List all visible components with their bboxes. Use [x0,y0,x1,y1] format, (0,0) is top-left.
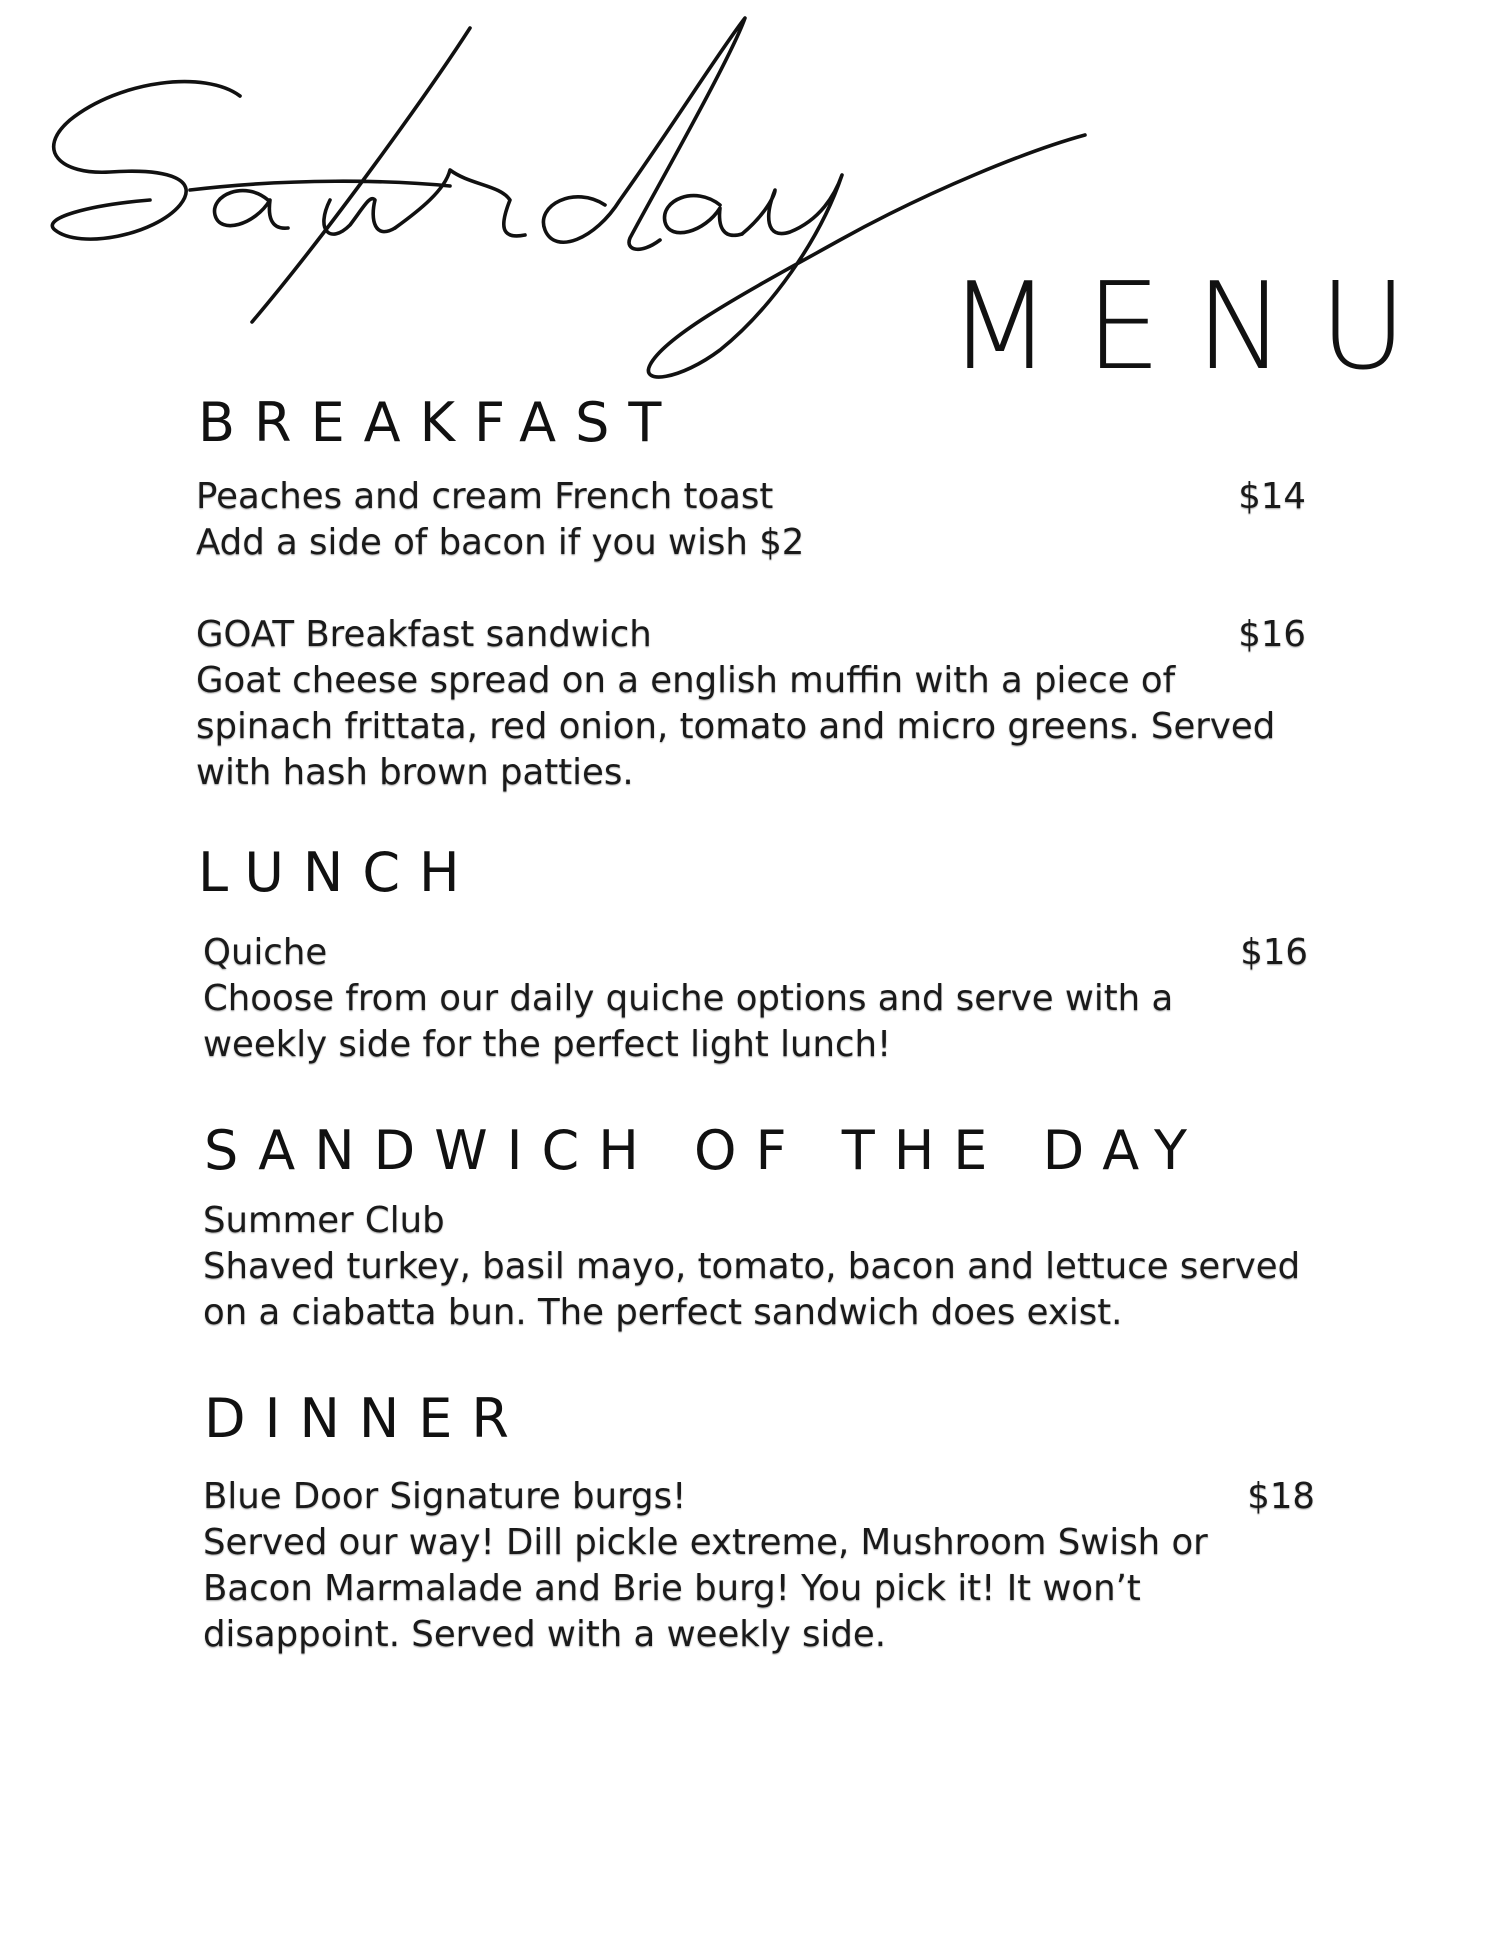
item-name: GOAT Breakfast sandwich [196,614,652,655]
item-description: Choose from our daily quiche options and serve with a weekly side for the perfect light lunch! [203,978,1174,1065]
menu-item-blue-door-burgs [203,1474,1316,1658]
item-description: Add a side of bacon if you wish $2 [196,522,805,563]
item-price: $16 [1240,932,1308,973]
menu-title: MENU [948,258,1441,397]
section-heading-sandwich-of-the-day: SANDWICH OF THE DAY [204,1119,1206,1182]
section-heading-breakfast: BREAKFAST [198,391,681,454]
script-letter-t [190,28,470,322]
script-letter-s [52,82,240,239]
item-description: Served our way! Dill pickle extreme, Mushroom Swish or Bacon Marmalade and Brie burg! You pick it! It won’t disappoint. Served with a weekly side. [203,1522,1208,1655]
item-price: $18 [1247,1476,1315,1517]
item-description: Shaved turkey, basil mayo, tomato, bacon and lettuce served on a ciabatta bun. The perfect sandwich does exist. [203,1246,1301,1333]
menu-item-goat-breakfast-sandwich [196,612,1311,796]
item-name: Blue Door Signature burgs! [203,1476,687,1517]
item-name: Quiche [203,932,328,973]
script-letter-r [395,170,525,236]
section-heading-lunch: LUNCH [198,841,479,904]
item-name: Peaches and cream French toast [196,476,774,517]
item-price: $14 [1238,476,1306,517]
menu-item-summer-club [203,1198,1303,1336]
menu-item-quiche [203,930,1308,1068]
menu-item-french-toast [196,474,1306,566]
item-price: $16 [1238,614,1306,655]
item-description: Goat cheese spread on a english muffin with a piece of spinach frittata, red onion, tomato and micro greens. Served with hash brown patties. [196,660,1276,793]
section-heading-dinner: DINNER [204,1387,528,1450]
item-name: Summer Club [203,1200,445,1241]
script-letter-a2 [665,196,742,236]
script-letter-a [215,191,288,229]
